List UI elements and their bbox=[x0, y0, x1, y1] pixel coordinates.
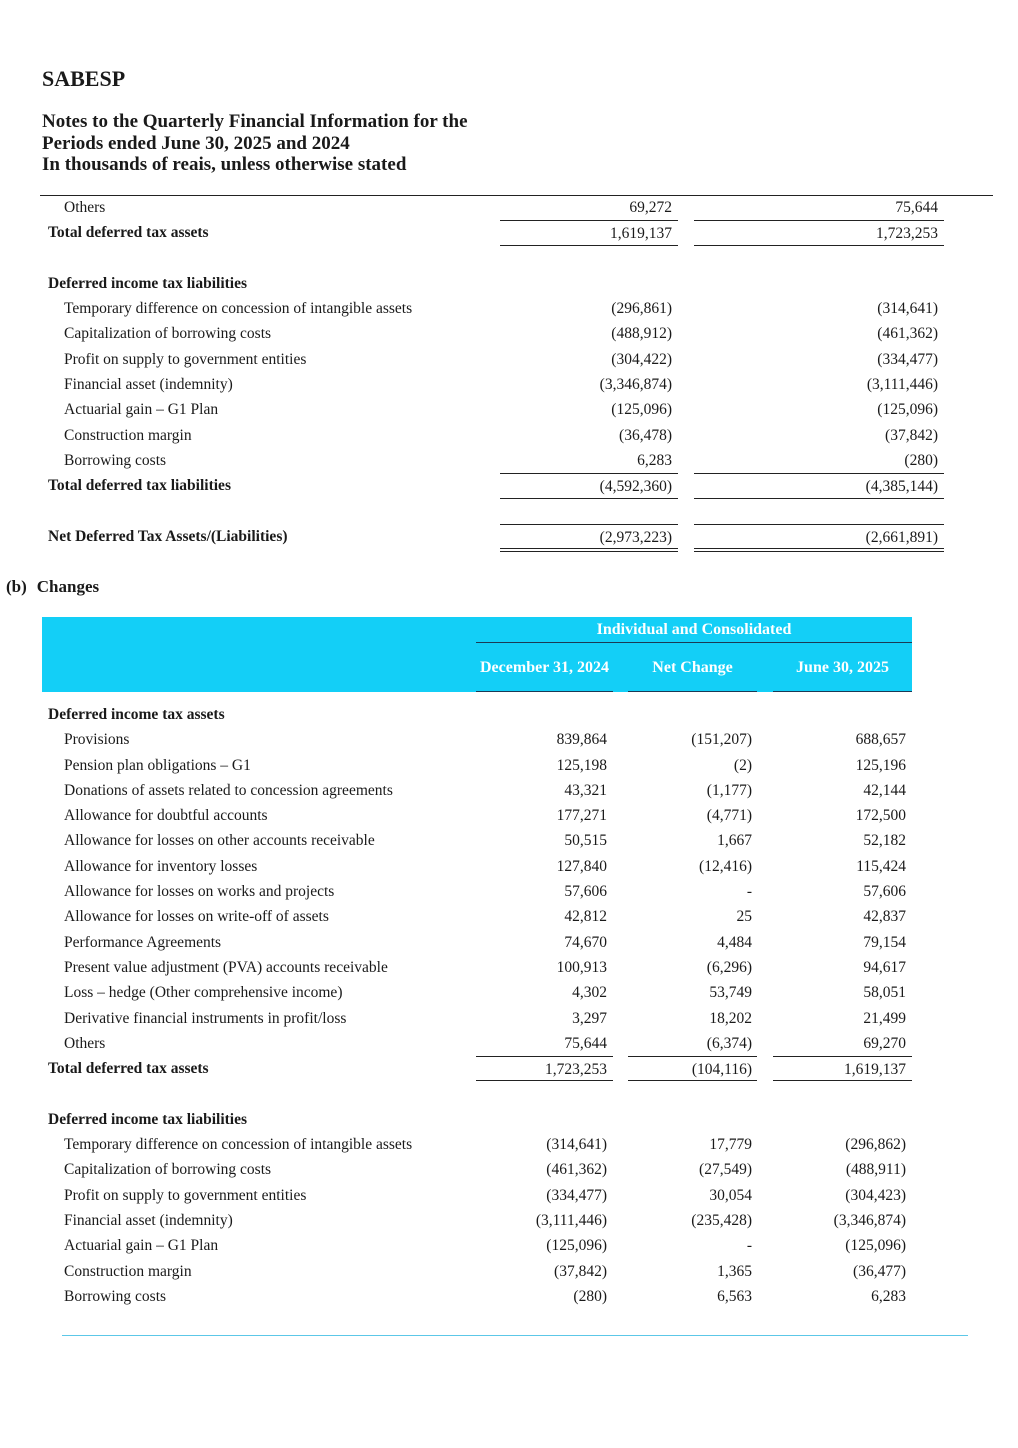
table-row bbox=[0, 727, 1018, 752]
value-cell: 1,619,137 bbox=[773, 1056, 912, 1081]
value-cell: 43,321 bbox=[564, 781, 607, 799]
value-cell: (1,177) bbox=[706, 781, 752, 799]
value-cell: (334,477) bbox=[546, 1186, 607, 1204]
value-cell: (125,096) bbox=[845, 1237, 906, 1255]
value-cell: 6,283 bbox=[871, 1287, 906, 1305]
value-cell: 125,196 bbox=[855, 756, 906, 774]
value-cell: (280) bbox=[573, 1287, 607, 1305]
value-cell: (2) bbox=[733, 756, 752, 774]
net-row bbox=[0, 524, 1018, 549]
value-cell: (461,362) bbox=[546, 1161, 607, 1179]
value-cell: 1,723,253 bbox=[476, 1056, 613, 1081]
table-row bbox=[0, 397, 1018, 422]
value-cell: (125,096) bbox=[546, 1237, 607, 1255]
value-cell: 79,154 bbox=[863, 933, 906, 951]
value-cell: 42,812 bbox=[564, 908, 607, 926]
value-cell: 69,270 bbox=[863, 1034, 906, 1052]
subtitle-line: In thousands of reais, unless otherwise stated bbox=[42, 154, 407, 175]
table-row bbox=[0, 803, 1018, 828]
table-row bbox=[0, 423, 1018, 448]
row-label: Others bbox=[64, 1034, 106, 1052]
value-cell: 1,723,253 bbox=[694, 220, 944, 245]
value-cell: 4,484 bbox=[717, 933, 752, 951]
row-label: Provisions bbox=[64, 731, 130, 749]
section-b-heading bbox=[6, 577, 109, 597]
row-label: Allowance for losses on works and projects bbox=[64, 883, 335, 901]
value-cell: (4,771) bbox=[706, 807, 752, 825]
row-label: Temporary difference on concession of intangible assets bbox=[64, 300, 413, 318]
value-cell: 6,563 bbox=[717, 1287, 752, 1305]
table-row bbox=[0, 296, 1018, 321]
value-cell: (2,973,223) bbox=[500, 524, 678, 552]
value-cell: - bbox=[746, 1237, 752, 1255]
value-cell: (151,207) bbox=[691, 731, 752, 749]
value-cell: 75,644 bbox=[564, 1034, 607, 1052]
section-header-row bbox=[0, 702, 1018, 727]
value-cell: (280) bbox=[904, 451, 938, 469]
row-label: Derivative financial instruments in profit/loss bbox=[64, 1009, 347, 1027]
row-label: Profit on supply to government entities bbox=[64, 350, 307, 368]
row-label: Borrowing costs bbox=[64, 451, 167, 469]
row-label: Construction margin bbox=[64, 426, 192, 444]
row-label: Financial asset (indemnity) bbox=[64, 1211, 233, 1229]
value-cell: (488,911) bbox=[845, 1161, 906, 1179]
value-cell: 52,182 bbox=[863, 832, 906, 850]
value-cell: (6,296) bbox=[706, 958, 752, 976]
row-label: Present value adjustment (PVA) accounts receivable bbox=[64, 958, 388, 976]
row-label: Loss – hedge (Other comprehensive income) bbox=[64, 984, 343, 1002]
table-row bbox=[0, 828, 1018, 853]
table-row bbox=[0, 980, 1018, 1005]
row-label: Capitalization of borrowing costs bbox=[64, 1161, 272, 1179]
row-label: Total deferred tax liabilities bbox=[48, 477, 231, 495]
document-subtitle bbox=[42, 111, 468, 176]
table-row bbox=[0, 347, 1018, 372]
value-cell: (104,116) bbox=[628, 1056, 757, 1081]
value-cell: 4,302 bbox=[572, 984, 607, 1002]
row-label: Donations of assets related to concession agreements bbox=[64, 781, 393, 799]
table-row bbox=[0, 1132, 1018, 1157]
table-row bbox=[0, 1183, 1018, 1208]
value-cell: (461,362) bbox=[877, 325, 938, 343]
value-cell: 42,144 bbox=[863, 781, 906, 799]
value-cell: 6,283 bbox=[637, 451, 672, 469]
row-label: Others bbox=[64, 199, 106, 216]
table-row bbox=[0, 854, 1018, 879]
column-header-dec-2024: December 31, 2024 bbox=[476, 644, 613, 692]
value-cell: 42,837 bbox=[863, 908, 906, 926]
row-label: Allowance for inventory losses bbox=[64, 857, 258, 875]
table-row bbox=[0, 1006, 1018, 1031]
table-row bbox=[0, 448, 1018, 473]
value-cell: (37,842) bbox=[885, 426, 938, 444]
value-cell: 58,051 bbox=[863, 984, 906, 1002]
spacer-row bbox=[0, 1081, 1018, 1106]
changes-table-header bbox=[42, 617, 912, 692]
value-cell: (3,346,874) bbox=[833, 1211, 906, 1229]
value-cell: 57,606 bbox=[564, 883, 607, 901]
table-row bbox=[0, 1157, 1018, 1182]
row-label: Borrowing costs bbox=[64, 1287, 167, 1305]
value-cell: 177,271 bbox=[556, 807, 607, 825]
table-row bbox=[0, 321, 1018, 346]
row-label: Temporary difference on concession of intangible assets bbox=[64, 1136, 413, 1154]
row-label: Allowance for losses on write-off of assets bbox=[64, 908, 329, 926]
value-cell: (37,842) bbox=[554, 1262, 607, 1280]
value-cell: (235,428) bbox=[691, 1211, 752, 1229]
value-cell: 125,198 bbox=[556, 756, 607, 774]
row-label: Allowance for losses on other accounts receivable bbox=[64, 832, 375, 850]
group-header: Individual and Consolidated bbox=[476, 617, 912, 643]
spacer-row bbox=[0, 246, 1018, 271]
row-label: Profit on supply to government entities bbox=[64, 1186, 307, 1204]
value-cell: 57,606 bbox=[863, 883, 906, 901]
value-cell: (304,423) bbox=[845, 1186, 906, 1204]
value-cell: (296,861) bbox=[611, 300, 672, 318]
table-row bbox=[0, 372, 1018, 397]
row-label: Total deferred tax assets bbox=[48, 224, 209, 242]
row-label: Pension plan obligations – G1 bbox=[64, 756, 251, 774]
value-cell: 53,749 bbox=[709, 984, 752, 1002]
value-cell: (3,111,446) bbox=[535, 1211, 607, 1229]
value-cell: 18,202 bbox=[709, 1009, 752, 1027]
value-cell: (334,477) bbox=[877, 350, 938, 368]
table-row bbox=[0, 1259, 1018, 1284]
table-row bbox=[0, 955, 1018, 980]
table-row bbox=[0, 1233, 1018, 1258]
value-cell: (3,346,874) bbox=[599, 376, 672, 394]
row-label: Allowance for doubtful accounts bbox=[64, 807, 268, 825]
value-cell: 1,619,137 bbox=[500, 220, 678, 245]
value-cell: (2,661,891) bbox=[694, 524, 944, 552]
row-label: Actuarial gain – G1 Plan bbox=[64, 401, 219, 419]
row-label: Capitalization of borrowing costs bbox=[64, 325, 272, 343]
spacer-row bbox=[0, 499, 1018, 524]
table-row bbox=[0, 1284, 1018, 1309]
value-cell: 688,657 bbox=[855, 731, 906, 749]
value-cell: (304,422) bbox=[611, 350, 672, 368]
value-cell: 75,644 bbox=[895, 199, 938, 216]
company-name: SABESP bbox=[42, 66, 126, 91]
total-row bbox=[0, 473, 1018, 498]
value-cell: 127,840 bbox=[556, 857, 607, 875]
value-cell: 100,913 bbox=[556, 958, 607, 976]
value-cell: (4,385,144) bbox=[694, 473, 944, 498]
value-cell: (314,641) bbox=[877, 300, 938, 318]
table-row bbox=[0, 753, 1018, 778]
value-cell: 172,500 bbox=[855, 807, 906, 825]
value-cell: 1,667 bbox=[717, 832, 752, 850]
subtitle-line: Periods ended June 30, 2025 and 2024 bbox=[42, 132, 350, 154]
value-cell: (36,478) bbox=[619, 426, 672, 444]
row-label: Total deferred tax assets bbox=[48, 1060, 209, 1078]
section-title: Changes bbox=[36, 577, 100, 596]
value-cell: (125,096) bbox=[611, 401, 672, 419]
value-cell: (6,374) bbox=[706, 1034, 752, 1052]
value-cell: 21,499 bbox=[863, 1009, 906, 1027]
deferred-tax-balance-table bbox=[0, 195, 1018, 549]
value-cell: (488,912) bbox=[611, 325, 672, 343]
value-cell: (12,416) bbox=[699, 857, 752, 875]
deferred-tax-changes-table bbox=[0, 702, 1018, 1309]
column-header-jun-2025: June 30, 2025 bbox=[773, 644, 912, 692]
table-row bbox=[0, 1031, 1018, 1056]
value-cell: 69,272 bbox=[629, 199, 672, 216]
value-cell: 94,617 bbox=[863, 958, 906, 976]
section-header-row bbox=[0, 1107, 1018, 1132]
value-cell: 839,864 bbox=[556, 731, 607, 749]
row-label: Deferred income tax assets bbox=[48, 706, 225, 723]
value-cell: 74,670 bbox=[564, 933, 607, 951]
footer-divider bbox=[62, 1335, 968, 1336]
value-cell: (27,549) bbox=[699, 1161, 752, 1179]
value-cell: (314,641) bbox=[546, 1136, 607, 1154]
row-label: Financial asset (indemnity) bbox=[64, 376, 233, 394]
row-label: Deferred income tax liabilities bbox=[48, 274, 248, 292]
table-row bbox=[0, 904, 1018, 929]
total-row bbox=[0, 220, 1018, 245]
value-cell: - bbox=[746, 883, 752, 901]
section-header-row bbox=[0, 271, 1018, 296]
value-cell: 25 bbox=[736, 908, 752, 926]
section-marker: (b) bbox=[6, 577, 27, 596]
row-label: Construction margin bbox=[64, 1262, 192, 1280]
value-cell: (4,592,360) bbox=[500, 473, 678, 498]
value-cell: (3,111,446) bbox=[866, 376, 938, 394]
table-row bbox=[0, 1208, 1018, 1233]
row-label: Actuarial gain – G1 Plan bbox=[64, 1237, 219, 1255]
value-cell: 17,779 bbox=[709, 1136, 752, 1154]
table-row bbox=[0, 879, 1018, 904]
value-cell: (36,477) bbox=[853, 1262, 906, 1280]
row-label: Deferred income tax liabilities bbox=[48, 1110, 248, 1128]
value-cell: (296,862) bbox=[845, 1136, 906, 1154]
value-cell: 115,424 bbox=[856, 857, 906, 875]
subtitle-line: Notes to the Quarterly Financial Information for the bbox=[42, 111, 468, 132]
row-label: Net Deferred Tax Assets/(Liabilities) bbox=[48, 527, 288, 545]
total-row bbox=[0, 1056, 1018, 1081]
value-cell: 50,515 bbox=[564, 832, 607, 850]
column-header-net-change: Net Change bbox=[628, 644, 757, 692]
table-row bbox=[0, 195, 1018, 220]
value-cell: 3,297 bbox=[572, 1009, 607, 1027]
table-row bbox=[0, 930, 1018, 955]
row-label: Performance Agreements bbox=[64, 933, 222, 951]
value-cell: 1,365 bbox=[717, 1262, 752, 1280]
value-cell: (125,096) bbox=[877, 401, 938, 419]
table-row bbox=[0, 778, 1018, 803]
value-cell: 30,054 bbox=[709, 1186, 752, 1204]
